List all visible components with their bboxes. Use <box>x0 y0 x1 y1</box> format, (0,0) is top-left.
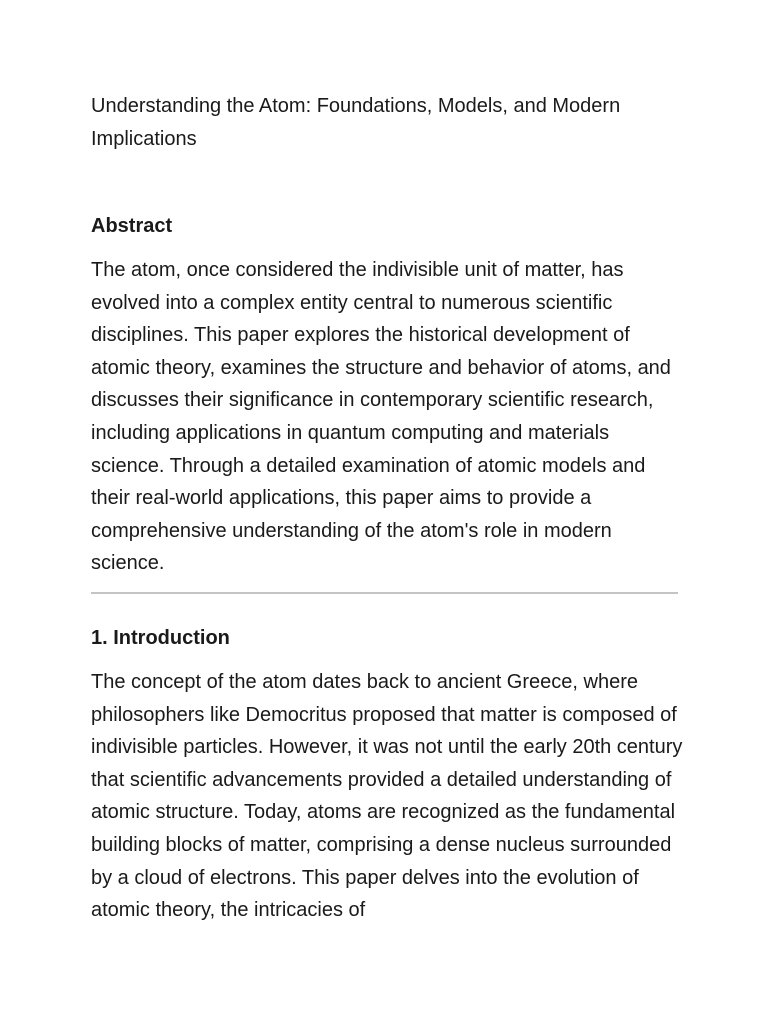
introduction-paragraph: The concept of the atom dates back to ancient Greece, where philosophers like Democritus proposed that matter is composed of indivisible particles. However, it was not until the early 20th century that scientific advancements provided a detailed understanding of atomic structure. Today, atoms are recognized as the fundamental building blocks of matter, comprising a dense nucleus surrounded by a cloud of electrons. This paper delves into the evolution of atomic theory, the intricacies of <box>91 671 683 922</box>
section-divider <box>91 592 678 594</box>
abstract-heading: Abstract <box>91 215 173 237</box>
introduction-heading: 1. Introduction <box>91 627 230 649</box>
paper-title: Understanding the Atom: Foundations, Models, and Modern Implications <box>91 95 621 150</box>
abstract-paragraph: The atom, once considered the indivisible unit of matter, has evolved into a complex entity central to numerous scientific disciplines. This paper explores the historical development of atomic theory, examines the structure and behavior of atoms, and discusses their significance in contemporary scientific research, including applications in quantum computing and materials science. Through a detailed examination of atomic models and their real-world applications, this paper aims to provide a comprehensive understanding of the atom's role in modern science. <box>91 259 671 575</box>
